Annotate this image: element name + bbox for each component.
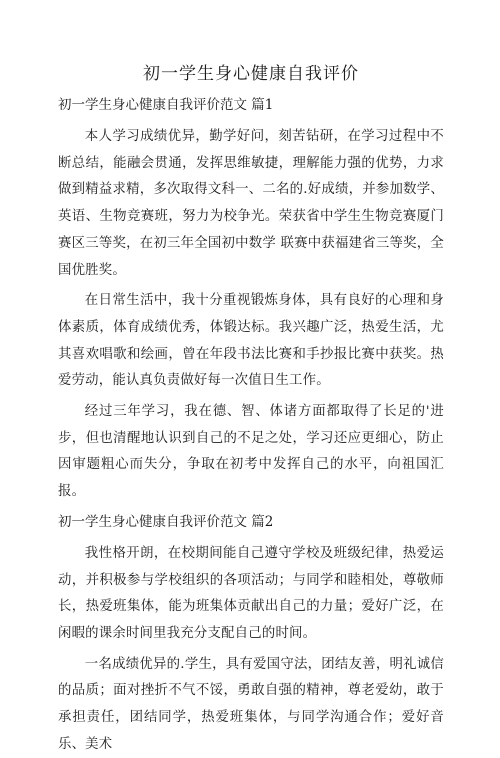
section-2 [58, 512, 444, 758]
section-1 [58, 95, 444, 506]
paragraph: 本人学习成绩优异，勤学好问，刻苦钻研，在学习过程中不断总结，能融会贯通，发挥思维敏捷，理解能力强的优势，力求做到精益求精，多次取得文科一、二名的.好成绩，并参加数学、英语、生物竞赛班，努力为校争光。荣获省中学生生物竞赛厦门赛区三等奖，在初三年全国初中数学 联赛中获福建省三等奖，全国优胜奖。 [58, 129, 444, 278]
paragraph: 一名成绩优异的.学生，具有爱国守法，团结友善，明礼诚信的品质；面对挫折不气不馁，勇敢自强的精神，尊老爱幼，敢于承担责任，团结同学，热爱班集体，与同学沟通合作；爱好音乐、美术 [58, 656, 444, 752]
paragraph: 经过三年学习，我在德、智、体诸方面都取得了长足的'进步，但也清醒地认识到自己的不足之处，学习还应更细心，防止因审题粗心而失分，争取在初考中发挥自己的水平，向祖国汇报。 [58, 404, 444, 500]
section-heading-1: 初一学生身心健康自我评价范文 篇1 [58, 97, 274, 113]
document-title: 初一学生身心健康自我评价 [143, 64, 359, 84]
paragraph: 在日常生活中，我十分重视锻炼身体，具有良好的心理和身体素质，体育成绩优秀，体锻达标。我兴趣广泛，热爱生活，尤其喜欢唱歌和绘画，曾在年段书法比赛和手抄报比赛中获奖。热爱劳动，能认真负责做好每一次值日生工作。 [58, 293, 444, 389]
paragraph: 我性格开朗，在校期间能自己遵守学校及班级纪律，热爱运动，并积极参与学校组织的各项活动；与同学和睦相处，尊敬师长，热爱班集体，能为班集体贡献出自己的力量；爱好广泛，在闲暇的课余时间里我充分支配自己的时间。 [58, 545, 444, 641]
section-heading-2: 初一学生身心健康自我评价范文 篇2 [58, 513, 274, 530]
